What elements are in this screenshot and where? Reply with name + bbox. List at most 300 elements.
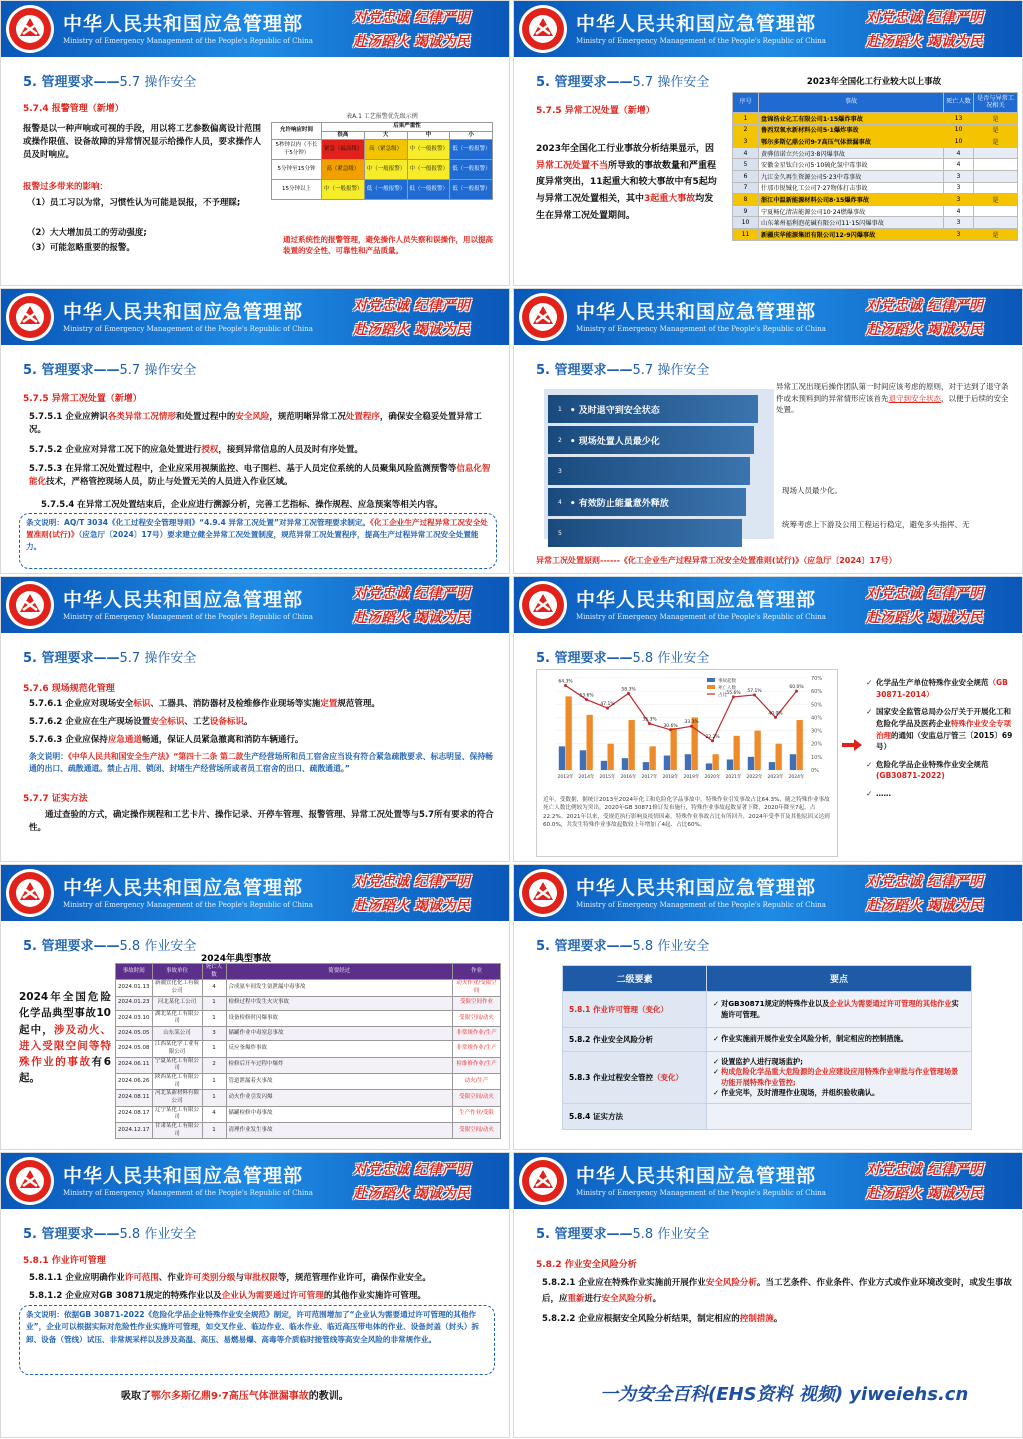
bar-accidents (706, 763, 712, 770)
principle-card (548, 519, 742, 547)
text-span: 5.8.1.1 企业应明确作业 (29, 1273, 125, 1283)
table-cell: 11 (733, 228, 759, 240)
text-span: ，确保安全稳妥处置异常工况。 (29, 412, 482, 436)
slogan-line-1: 对党忠诚 纪律严明 (353, 874, 470, 890)
text-span: 异常工况出现后操作团队第一时间应该考虑的原则，对于达到了退守条件或未预料到的异常情形应该首先 (776, 382, 1009, 403)
table-header: 允许响应时间 (272, 123, 322, 140)
section-title (23, 1223, 196, 1242)
bar-deaths (797, 720, 803, 770)
table-cell: 非常规作业/生产 (453, 1041, 501, 1057)
text-span: 5.7.6.1 企业应对现场安全 (29, 699, 134, 709)
table-cell: 检维修作业/生产 (453, 1057, 501, 1073)
clause-heading: 5.7.6 现场规范化管理 (23, 684, 115, 694)
slogan-line-2: 赴汤蹈火 竭诚为民 (866, 898, 983, 914)
highlight-text: 各类异常工况情形 (107, 412, 176, 422)
bar-accidents (580, 750, 586, 770)
table-cell: 甘肃某化工有限公司 (152, 1123, 202, 1139)
slogan-line-2: 赴汤蹈火 竭诚为民 (353, 898, 470, 914)
highlight-text: 《化工企业生产过程异常工况安全处置准则(试行)》 (26, 518, 488, 540)
section-title (23, 647, 196, 666)
clause-heading: 5.7.5 异常工况处置（新增） (536, 106, 655, 116)
table-cell: 3 (944, 170, 974, 182)
text-span: 的其他作业实施许可管理。 (323, 1291, 426, 1301)
highlight-text: 重新 (567, 1294, 585, 1305)
table-header: 作业 (453, 964, 501, 980)
ministry-subtitle: Ministry of Emergency Management of the People's Republic of China (63, 1189, 313, 1197)
table-row (733, 136, 1018, 148)
clause-5-7-6-1 (29, 698, 499, 711)
table-cell: 1 (202, 1073, 226, 1089)
clause-heading: 5.8.2 作业安全风险分析 (536, 1260, 637, 1270)
bullet-icon: ✓ (866, 759, 873, 769)
clause-heading: 5.7.5 异常工况处置（新增） (23, 394, 142, 404)
text-span: 5.7.5.2 企业应对异常工况下的应急处置进行 (29, 445, 202, 455)
section-title (23, 935, 196, 954)
slide-header (514, 1, 1022, 57)
highlight-text: 安全风险分析 (601, 1294, 653, 1305)
subsection-label: 5.8 作业安全 (632, 651, 710, 666)
text-span: 2024年全国危险化学品典型事故10起中， (19, 991, 111, 1036)
clause-5-7-6-3 (29, 734, 499, 747)
table-cell: 受限空间作业 (453, 996, 501, 1010)
card-number: 5 (558, 529, 562, 537)
section-label: 5. 管理要求—— (23, 75, 120, 90)
x-tick-label: 2016年 (620, 775, 637, 780)
table-cell: 黄骅信诺立兴公司3·8闪爆事故 (759, 147, 944, 159)
text-span: 有6起。 (19, 1056, 111, 1085)
slogan-line-1: 对党忠诚 纪律严明 (353, 586, 470, 602)
section-title (536, 647, 709, 666)
table-cell: 10 (944, 124, 974, 136)
table-cell: 辽宁某化工有限公司 (152, 1106, 202, 1122)
text-span: 技术，严格管控现场人员，防止与处置无关的人员进入作业区域。 (46, 477, 293, 488)
table-cell: 2024.01.13 (116, 980, 153, 996)
highlight-text: 3起重大事故 (644, 193, 696, 204)
table-cell: 2024.08.17 (116, 1106, 153, 1122)
section-label: 5. 管理要求—— (536, 363, 633, 378)
table-cell: 盘锦浩业化工有限公司1·15爆炸事故 (759, 113, 944, 125)
text-span: 等，规范管理作业许可，确保作业安全。 (277, 1273, 431, 1283)
slide-header (1, 1, 509, 57)
ratio-label: 60.0% (789, 685, 804, 691)
point-text: 作业实施前开展作业安全风险分析，制定相应的控制措施。 (721, 1034, 908, 1044)
bar-deaths (713, 754, 719, 770)
table-cell: 9 (733, 205, 759, 217)
table-cell (974, 205, 1018, 217)
bar-accidents (790, 754, 796, 770)
highlight-text: 标识 (133, 699, 151, 709)
bar-accidents (748, 757, 754, 770)
explanation-box (19, 1305, 495, 1375)
table-cell: 10 (944, 136, 974, 148)
highlight-text: 异常工况处置不当 (536, 160, 609, 171)
table-header: 事故 (759, 93, 944, 113)
section-title (536, 1223, 709, 1242)
bar-accidents (643, 762, 649, 770)
highlight-text: 许可范围 (124, 1273, 159, 1283)
ministry-title: 中华人民共和国应急管理部 (63, 589, 304, 611)
highlight-text: 应急通道 (107, 735, 142, 745)
impact-item: （2）大大增加员工的劳动强度; (27, 228, 147, 238)
x-tick-label: 2018年 (662, 775, 679, 780)
accident-analysis (536, 141, 718, 224)
table-cell: 10 (733, 217, 759, 229)
table-cell: 储罐检修中毒事故 (226, 1106, 453, 1122)
highlight-text: 鄂尔多斯亿鼎9·7高压气体泄漏事故 (151, 1391, 309, 1402)
clause-5-7-5-2 (29, 444, 491, 457)
bar-deaths (671, 728, 677, 770)
point-text: 对GB30871规定的特殊作业以及 (721, 999, 830, 1009)
table-cell: 宁夏某化工有限公司 (152, 1057, 202, 1073)
bar-accidents (727, 759, 733, 770)
slogan-line-1: 对党忠诚 纪律严明 (866, 298, 983, 314)
bullet-icon: ✓ (713, 1057, 720, 1067)
ministry-subtitle: Ministry of Emergency Management of the People's Republic of China (576, 1189, 826, 1197)
table-title: 2024年典型事故 (201, 954, 272, 964)
axis-tick-label: 30% (811, 728, 823, 735)
table-cell: 清理作业发生事故 (226, 1123, 453, 1139)
emblem-icon (518, 4, 568, 54)
clause-5-7-5-4: 5.7.5.4 在异常工况处置结束后，企业应进行溯源分析，完善工艺指标、操作规程、应急预案等相关内容。 (41, 500, 443, 510)
table-header: 大 (364, 131, 407, 140)
table-caption: 表A.1 工艺报警优先级示例 (346, 113, 418, 120)
bar-accidents (685, 754, 691, 770)
slogan-line-1: 对党忠诚 纪律严明 (866, 874, 983, 890)
card-number: 2 (558, 436, 562, 444)
ministry-title: 中华人民共和国应急管理部 (576, 1165, 817, 1187)
point-item (713, 1067, 965, 1087)
text-span: 。 (243, 717, 253, 727)
table-header: 序号 (733, 93, 759, 113)
item-text: 危险化学品企业特殊作业安全规范 (876, 759, 989, 769)
footer-watermark: 一为安全百科(EHS资料 视频) yiweiehs.cn (600, 1384, 969, 1405)
text-span: 。 (773, 1314, 783, 1324)
table-cell: 中（一般报警） (407, 140, 450, 160)
section-label: 5. 管理要求—— (536, 939, 633, 954)
subsection-label: 5.8 作业安全 (632, 1227, 710, 1242)
card-number: 1 (558, 405, 562, 413)
slide-6 (513, 576, 1023, 862)
table-cell: 4 (944, 159, 974, 171)
text-span: 、作业 (158, 1273, 185, 1283)
highlight-text: 审批权限 (243, 1273, 278, 1283)
points-cell (707, 1052, 972, 1104)
table-cell: 低（一般报警） (450, 180, 493, 200)
slogan-line-2: 赴汤蹈火 竭诚为民 (353, 322, 470, 338)
table-header: 是否与异常工况相关 (974, 93, 1018, 113)
x-tick-label: 2021年 (725, 775, 742, 780)
principle-note-2: 现场人员最少化。 (782, 486, 842, 495)
table-cell: 生产作业/受限 (453, 1106, 501, 1122)
ratio-label: 64.3% (558, 679, 573, 685)
table-cell: 是 (974, 113, 1018, 125)
table-header: 要点 (707, 966, 972, 992)
point-item (713, 1057, 965, 1067)
arrow-right-icon (842, 739, 862, 751)
table-cell: 检修过程中发生火灾事故 (226, 996, 453, 1010)
text-span: 、工艺 (184, 717, 210, 727)
table-row (733, 170, 1018, 182)
ministry-title: 中华人民共和国应急管理部 (63, 1165, 304, 1187)
section-label: 5. 管理要求—— (23, 651, 120, 666)
table-cell: 低（一般报警） (450, 160, 493, 180)
section-label: 5. 管理要求—— (536, 75, 633, 90)
table-cell: 4 (202, 1106, 226, 1122)
ministry-subtitle: Ministry of Emergency Management of the People's Republic of China (576, 613, 826, 621)
text-span: 5.7.5.1 企业应辨识 (29, 412, 108, 422)
subsection-label: 5.7 操作安全 (632, 75, 710, 90)
card-label: • 现场处置人员最少化 (569, 436, 660, 447)
legend-swatch (707, 678, 715, 682)
table-cell (974, 182, 1018, 194)
subsection-label: 5.8 作业安全 (119, 1227, 197, 1242)
table-cell (974, 170, 1018, 182)
text-span: 。当工艺条件、作业条件、作业方式或作业环境改变时，或发生事故后，应 (542, 1278, 1012, 1305)
table-cell: 动火作业引发闪爆 (226, 1090, 453, 1106)
text-span: 吸取了 (121, 1391, 151, 1402)
table-header: 简要经过 (226, 964, 453, 980)
table-row (733, 205, 1018, 217)
table-cell: 2024.05.05 (116, 1027, 153, 1041)
slogan-line-1: 对党忠诚 纪律严明 (353, 298, 470, 314)
section-label: 5. 管理要求—— (23, 939, 120, 954)
table-cell: 山东莱州福利泡花碱有限公司11·15闪爆事故 (759, 217, 944, 229)
axis-tick-label: 50% (811, 702, 823, 709)
emblem-icon (518, 292, 568, 342)
section-title (23, 71, 196, 90)
slogan-line-2: 赴汤蹈火 竭诚为民 (866, 610, 983, 626)
alarm-note: 通过系统性的报警管理，避免操作人员失察和误操作，用以提高装置的安全性、可靠性和产品质量。 (283, 235, 493, 256)
ratio-label: 22.2% (705, 734, 720, 740)
ministry-title: 中华人民共和国应急管理部 (63, 301, 304, 323)
highlight-text: 信息化智能化 (29, 464, 491, 488)
text-span: 2023年全国化工行业事故分析结果显示，因 (536, 144, 715, 154)
x-tick-label: 2019年 (683, 775, 700, 780)
emblem-icon (5, 1156, 55, 1206)
text-span: 。 (652, 1294, 662, 1305)
emblem-icon (518, 580, 568, 630)
point-item (713, 1034, 965, 1044)
slide-header (514, 289, 1022, 345)
table-cell: 检修后开车过程中爆炸 (226, 1057, 453, 1073)
table-cell: 九江金久再生资源公司5·23中毒事故 (759, 170, 944, 182)
emblem-icon (5, 580, 55, 630)
element-label: 5.8.3 作业过程安全管控 (569, 1073, 653, 1082)
points-cell (707, 1104, 972, 1130)
slide-1 (0, 0, 510, 286)
table-cell: 1 (202, 1090, 226, 1106)
table-cell (974, 147, 1018, 159)
table-cell: 河北某化工公司 (152, 996, 202, 1010)
table-cell: 2024.01.23 (116, 996, 153, 1010)
table-cell: 3 (944, 182, 974, 194)
bullet-icon: ✓ (713, 1087, 720, 1097)
card-number: 3 (558, 467, 562, 475)
slogan-line-2: 赴汤蹈火 竭诚为民 (866, 1186, 983, 1202)
ministry-title: 中华人民共和国应急管理部 (576, 877, 817, 899)
explanation-box (19, 513, 497, 569)
table-row (733, 147, 1018, 159)
ministry-subtitle: Ministry of Emergency Management of the People's Republic of China (576, 37, 826, 45)
table-cell: 4 (202, 980, 226, 996)
clause-heading: 5.8.1 作业许可管理 (23, 1256, 106, 1266)
table-row (272, 160, 493, 180)
text-span: 条文说明： (29, 752, 68, 761)
section-title (536, 71, 709, 90)
table-cell: 3 (944, 217, 974, 229)
slide-header (1, 865, 509, 921)
section-label: 5. 管理要求—— (536, 1227, 633, 1242)
item-highlight: 特殊作业安全专项治理 (876, 718, 1011, 740)
slide-header (514, 577, 1022, 633)
text-span: 5.8.2.2 企业应根据安全风险分析结果，制定相应的 (542, 1314, 740, 1324)
text-span: 5.7.6.3 企业应保持 (29, 735, 108, 745)
axis-tick-label: 70% (811, 676, 823, 682)
bullet-icon: ✓ (866, 707, 873, 717)
table-row (563, 1052, 972, 1104)
table-row (733, 159, 1018, 171)
point-item (713, 1088, 965, 1098)
item-text: 国家安全监管总局办公厅关于开展化工和危险化学品及医药企业 (876, 707, 1011, 728)
table-cell: 湖北某化工有限公司 (152, 1010, 202, 1026)
card-number: 4 (558, 498, 562, 506)
legend-swatch (707, 685, 715, 689)
table-cell: 中（一般报警） (322, 180, 365, 200)
section-title (23, 359, 196, 378)
table-cell: 新疆宜化化工有限公司 (152, 980, 202, 996)
text-span: 所导致的事故数量和严重程度异常突出，11起重大和较大事故中有5起均与异常工况处置相关，其中 (536, 160, 717, 204)
legend-label: 死亡人数 (718, 686, 736, 691)
principle-card (548, 488, 746, 516)
table-cell: 6 (733, 170, 759, 182)
clause-5-8-2-2 (542, 1311, 1012, 1327)
slogan-line-2: 赴汤蹈火 竭诚为民 (353, 610, 470, 626)
table-cell: 江西某化学工业有限公司 (152, 1041, 202, 1057)
ratio-label: 58.3% (621, 687, 636, 693)
element-label: 5.8.1 作业许可管理（变化） (569, 1005, 668, 1014)
ministry-title: 中华人民共和国应急管理部 (63, 877, 304, 899)
table-cell: 15分钟以上 (272, 180, 322, 200)
slide-3 (0, 288, 510, 574)
principle-source: 异常工况处置原则------《化工企业生产过程异常工况安全处置准则(试行)》（应急厅〔2024〕17号） (536, 556, 897, 565)
text-span: 规范管理。 (337, 699, 380, 709)
ministry-title: 中华人民共和国应急管理部 (63, 13, 304, 35)
point-highlight: 构成危险化学品重大危险源的企业应建设应用特殊作业审批与作业管理场景功能开展特殊作业管控; (721, 1067, 959, 1087)
table-cell: 1 (733, 113, 759, 125)
table-cell (974, 217, 1018, 229)
slogan-line-2: 赴汤蹈火 竭诚为民 (866, 322, 983, 338)
clause-heading: 5.7.4 报警管理（新增） (23, 104, 124, 114)
text-span: 5.8.2.1 企业应在特殊作业实施前开展作业 (542, 1278, 706, 1288)
ministry-subtitle: Ministry of Emergency Management of the People's Republic of China (63, 37, 313, 45)
table-header: 很高 (322, 131, 365, 140)
axis-tick-label: 0% (811, 768, 819, 774)
slide-header (1, 1153, 509, 1209)
table-cell: 3 (944, 194, 974, 206)
item-highlight: （GB 30871-2014） (876, 678, 1008, 699)
ministry-title: 中华人民共和国应急管理部 (576, 589, 817, 611)
requirements-table (562, 965, 972, 1130)
table-cell: 反应釜爆炸事故 (226, 1041, 453, 1057)
text-span: 5.7.5.3 在异常工况处置过程中，企业应采用视频监控、电子围栏、基于人员定位系统的人员聚集风险监测预警等 (29, 464, 457, 474)
ratio-label: 40.0% (768, 711, 783, 717)
slogan-line-1: 对党忠诚 纪律严明 (353, 1162, 470, 1178)
ratio-label: 53.6% (579, 693, 594, 699)
table-row (563, 1104, 972, 1130)
table-header: 二级要素 (563, 966, 707, 992)
highlight-text: 企业认为需要通过许可管理 (221, 1291, 324, 1301)
standards-item (866, 677, 1018, 700)
slide-header (1, 577, 509, 633)
table-cell: 是 (974, 136, 1018, 148)
x-tick-label: 2020年 (704, 775, 721, 780)
text-span: 条文说明：AQ/T 3034《化工过程安全管理导则》“4.9.4 异常工况处置”对异常工况管理要求制定。 (26, 518, 371, 527)
table-cell: 动火/生产 (453, 1073, 501, 1089)
table-row (733, 124, 1018, 136)
table-cell: 管道泄漏着火事故 (226, 1073, 453, 1089)
slide-8 (513, 864, 1023, 1150)
ratio-label: 30.6% (663, 723, 678, 729)
clause-5-8-2-1 (542, 1275, 1012, 1307)
table-row (116, 1123, 501, 1139)
highlight-text: 安全标识 (150, 717, 185, 727)
impact-item: （3）可能忽略重要的报警。 (27, 243, 135, 253)
card-label: • 及时退守到安全状态 (569, 405, 660, 416)
point-item (713, 999, 965, 1019)
table-cell: 是 (974, 228, 1018, 240)
bar-accidents (559, 746, 565, 770)
table-cell: 4 (944, 147, 974, 159)
highlight-text: 涉及动火、进入受限空间等特殊作业的事故 (19, 1023, 112, 1069)
table-cell: 3 (202, 1027, 226, 1041)
bullet-icon: ✓ (713, 1034, 720, 1044)
bar-deaths (776, 744, 782, 770)
subsection-label: 5.7 操作安全 (119, 651, 197, 666)
table-cell: 2024.06.11 (116, 1057, 153, 1073)
point-highlight: 企业认为需要通过许可管理的其他作业 (829, 999, 952, 1009)
highlight-text: 定置 (320, 699, 338, 709)
emblem-icon (518, 1156, 568, 1206)
x-tick-label: 2022年 (746, 775, 763, 780)
point-text: 实施许可管理。 (721, 999, 959, 1019)
text-span: 均发生在异常工况处置期间。 (536, 193, 714, 221)
table-row (116, 1041, 501, 1057)
principle-note-1 (776, 381, 1014, 416)
text-span: 条文说明：依据GB 30871-2022《危险化学品企业特殊作业安全规范》制定，许可范围增加了“企业认为需要通过许可管理的其他作业”， (26, 1310, 477, 1332)
table-cell: 什邡市锐铖化工公司7·27物体打击事故 (759, 182, 944, 194)
text-span: 5.8.1.2 企业应对GB 30871规定的特殊作业以及 (29, 1291, 222, 1301)
ministry-subtitle: Ministry of Emergency Management of the People's Republic of China (63, 613, 313, 621)
alarm-definition: 报警是以一种声响或可视的手段，用以将工艺参数偏离设计范围或操作限值、设备故障的异常情况显示给操作人员，要求操作人员及时响应。 (23, 124, 262, 161)
element-cell (563, 1052, 707, 1104)
chart-caption: 近年，受数据，据统计2013至2024年化工和危险化学品事故中，特殊作业引发事故占比64.3%，随之特殊作业事故死亡人数比例较为突出。2020年GB 30871修订发布施行，特殊作业事故起数显著下降，2020年降至7起、占22.2%。2021年以来，受规范执行影响及疫情因素，特殊作业事故占比有所回升，2024年受季节及其他原因又达到60.0%，共发生特殊作业事故起数较上年增加了4起、占比60%。 (543, 797, 830, 829)
table-cell: 是 (974, 124, 1018, 136)
card-label: • 有效防止能量意外释放 (569, 498, 669, 509)
clause-5-7-5-3 (29, 463, 491, 489)
highlight-text: 退守到安全状态 (888, 393, 941, 403)
points-cell (707, 1028, 972, 1052)
table-header: 中 (407, 131, 450, 140)
table-cell: 1 (202, 1123, 226, 1139)
impact-item: （1）员工习以为常，习惯性认为可能是误报，不予理睬; (27, 198, 241, 208)
table-cell: 是 (974, 194, 1018, 206)
slogan-line-1: 对党忠诚 纪律严明 (866, 1162, 983, 1178)
standards-item (866, 706, 1018, 753)
principle-card (548, 395, 758, 423)
table-cell: 高（紧急级） (322, 160, 365, 180)
slide-2 (513, 0, 1023, 286)
table-cell: 高（紧急级） (364, 140, 407, 160)
